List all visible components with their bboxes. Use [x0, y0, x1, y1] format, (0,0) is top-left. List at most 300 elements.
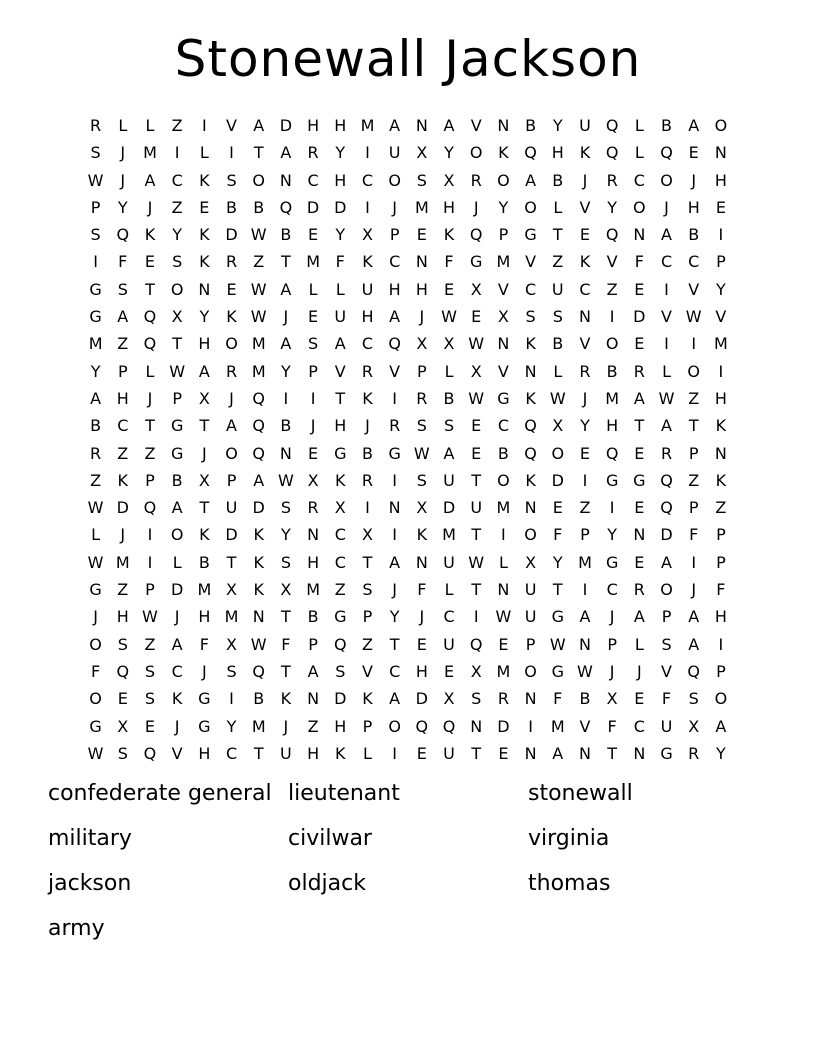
grid-letter: Q — [252, 443, 266, 463]
grid-letter: J — [392, 197, 398, 217]
grid-letter: T — [335, 388, 346, 408]
grid-letter: G — [334, 443, 347, 463]
grid-letter: N — [524, 689, 537, 709]
grid-letter: B — [226, 197, 238, 217]
grid-letter: T — [471, 580, 482, 600]
grid-letter: R — [633, 580, 645, 600]
grid-letter: Q — [415, 716, 429, 736]
grid-letter: N — [497, 334, 510, 354]
grid-letter: I — [392, 743, 398, 763]
grid-letter: Y — [199, 307, 210, 327]
grid-letter: A — [661, 552, 672, 572]
grid-letter: T — [688, 416, 699, 436]
grid-letter: E — [715, 197, 726, 217]
grid-letter: P — [362, 607, 373, 627]
grid-letter: L — [308, 279, 318, 299]
grid-letter: Q — [333, 634, 347, 654]
grid-letter: E — [308, 307, 319, 327]
grid-letter: E — [634, 552, 645, 572]
grid-letter: T — [145, 279, 155, 299]
grid-letter: S — [443, 416, 455, 436]
grid-letter: K — [199, 225, 210, 245]
grid-letter: T — [172, 334, 183, 354]
grid-letter: Y — [607, 525, 618, 545]
grid-letter: N — [279, 170, 292, 190]
grid-letter: M — [306, 580, 320, 600]
grid-letter: F — [553, 525, 563, 545]
grid-letter: G — [551, 607, 564, 627]
grid-letter: O — [170, 525, 184, 545]
grid-letter: S — [90, 143, 101, 163]
grid-letter: P — [688, 498, 699, 518]
grid-letter: M — [251, 716, 266, 736]
grid-letter: K — [525, 470, 536, 490]
grid-letter: I — [718, 225, 724, 245]
grid-letter: S — [117, 743, 128, 763]
grid-letter: Y — [117, 197, 128, 217]
grid-letter: D — [551, 470, 564, 490]
grid-letter: D — [252, 498, 265, 518]
grid-letter: L — [662, 361, 671, 381]
grid-letter: K — [362, 388, 373, 408]
grid-letter: G — [633, 470, 646, 490]
grid-letter: M — [306, 252, 320, 272]
grid-row — [82, 603, 735, 630]
grid-letter: V — [715, 307, 727, 327]
grid-letter: A — [253, 116, 265, 135]
grid-letter: H — [307, 743, 320, 763]
grid-letter: Z — [171, 197, 183, 217]
grid-letter: Q — [388, 334, 401, 354]
grid-letter: I — [147, 525, 153, 545]
grid-letter: B — [90, 416, 102, 436]
grid-letter: G — [660, 743, 673, 763]
grid-letter: T — [281, 252, 291, 272]
grid-letter: H — [307, 116, 320, 135]
grid-letter: W — [441, 307, 457, 327]
grid-letter: E — [226, 279, 237, 299]
grid-letter: V — [497, 279, 509, 299]
grid-letter: H — [116, 607, 129, 627]
grid-letter: V — [661, 307, 672, 327]
grid-letter: Y — [552, 116, 563, 135]
grid-letter: C — [334, 525, 346, 545]
grid-letter: P — [661, 607, 672, 627]
grid-letter: J — [174, 607, 180, 627]
grid-row — [82, 440, 735, 467]
grid-letter: E — [144, 252, 156, 272]
grid-letter: M — [224, 607, 239, 627]
grid-letter: F — [281, 634, 291, 654]
grid-letter: M — [251, 361, 266, 381]
grid-letter: S — [335, 661, 346, 681]
grid-letter: O — [524, 197, 537, 217]
grid-letter: W — [658, 388, 675, 408]
grid-letter: O — [497, 170, 510, 190]
grid-letter: B — [552, 170, 564, 190]
grid-letter: I — [582, 470, 588, 490]
grid-letter: G — [89, 580, 102, 600]
grid-letter: C — [117, 416, 129, 436]
grid-letter: R — [688, 743, 700, 763]
grid-letter: G — [89, 279, 102, 299]
grid-letter: U — [388, 143, 401, 163]
grid-letter: E — [416, 225, 427, 245]
grid-letter: X — [443, 689, 455, 709]
grid-letter: E — [416, 634, 427, 654]
grid-letter: G — [551, 661, 564, 681]
grid-letter: S — [308, 334, 319, 354]
grid-letter: L — [335, 279, 345, 299]
grid-letter: K — [715, 416, 727, 436]
grid-letter: V — [661, 661, 672, 681]
grid-letter: J — [147, 197, 153, 217]
grid-letter: D — [497, 716, 510, 736]
grid-letter: M — [115, 552, 130, 572]
grid-letter: N — [415, 552, 428, 572]
grid-letter: J — [120, 170, 126, 190]
grid-letter: C — [225, 743, 238, 763]
grid-letter: J — [283, 716, 289, 736]
grid-row — [82, 412, 735, 439]
grid-letter: L — [553, 197, 563, 217]
grid-letter: M — [143, 143, 157, 163]
grid-letter: G — [89, 307, 102, 327]
grid-letter: S — [226, 661, 237, 681]
grid-letter: I — [365, 197, 370, 217]
grid-letter: U — [579, 116, 591, 135]
grid-letter: J — [609, 607, 615, 627]
grid-letter: H — [198, 607, 211, 627]
grid-letter: R — [606, 170, 618, 190]
grid-letter: Q — [279, 197, 293, 217]
grid-letter: Z — [688, 470, 700, 490]
grid-letter: K — [362, 252, 373, 272]
grid-letter: I — [392, 388, 398, 408]
grid-letter: Y — [716, 743, 726, 763]
grid-letter: S — [280, 552, 291, 572]
grid-letter: X — [606, 689, 618, 709]
grid-letter: I — [664, 334, 669, 354]
grid-letter: U — [551, 279, 564, 299]
grid-letter: H — [307, 552, 320, 572]
grid-letter: P — [308, 634, 318, 654]
grid-letter: U — [524, 580, 537, 600]
grid-letter: V — [389, 361, 401, 381]
grid-letter: J — [365, 416, 370, 436]
grid-letter: U — [443, 743, 455, 763]
grid-letter: D — [116, 498, 129, 518]
grid-letter: A — [389, 307, 401, 327]
grid-letter: B — [198, 552, 210, 572]
grid-letter: D — [279, 116, 293, 135]
grid-row — [82, 740, 735, 767]
grid-letter: X — [226, 634, 238, 654]
grid-letter: X — [226, 580, 238, 600]
grid-letter: E — [416, 743, 427, 763]
grid-letter: M — [496, 498, 511, 518]
grid-letter: G — [198, 689, 211, 709]
grid-letter: C — [361, 170, 374, 190]
grid-letter: S — [362, 580, 373, 600]
grid-letter: E — [552, 498, 563, 518]
grid-letter: Q — [116, 661, 130, 681]
grid-letter: P — [145, 580, 155, 600]
grid-letter: J — [392, 580, 398, 600]
grid-letter: I — [691, 552, 697, 572]
grid-letter: N — [714, 443, 727, 463]
grid-letter: K — [715, 470, 727, 490]
grid-letter: A — [688, 634, 700, 654]
grid-letter: X — [443, 334, 455, 354]
grid-letter: O — [633, 197, 646, 217]
grid-letter: W — [549, 388, 566, 408]
grid-letter: N — [497, 116, 510, 135]
grid-letter: P — [90, 197, 101, 217]
grid-letter: R — [225, 361, 238, 381]
grid-letter: S — [416, 470, 427, 490]
grid-letter: G — [198, 716, 211, 736]
grid-letter: Y — [552, 552, 563, 572]
grid-letter: T — [607, 743, 618, 763]
grid-letter: G — [388, 443, 401, 463]
grid-row — [82, 631, 735, 658]
grid-letter: E — [471, 307, 482, 327]
grid-letter: Y — [389, 607, 400, 627]
grid-letter: K — [253, 580, 264, 600]
grid-letter: Q — [660, 143, 673, 163]
grid-letter: X — [688, 716, 700, 736]
grid-letter: H — [198, 334, 211, 354]
grid-letter: C — [307, 170, 319, 190]
grid-row — [82, 576, 735, 603]
grid-letter: K — [117, 470, 129, 490]
grid-letter: V — [361, 661, 373, 681]
grid-letter: N — [633, 225, 646, 245]
grid-letter: Q — [469, 225, 483, 245]
grid-letter: P — [498, 225, 509, 245]
grid-letter: R — [579, 361, 591, 381]
word-list-item: confederate general — [48, 781, 272, 806]
grid-letter: N — [633, 743, 646, 763]
grid-letter: Z — [117, 334, 129, 354]
word-list-item: thomas — [528, 871, 611, 896]
grid-letter: M — [550, 716, 565, 736]
grid-letter: I — [392, 525, 398, 545]
grid-letter: T — [199, 416, 210, 436]
grid-letter: N — [633, 525, 646, 545]
grid-letter: P — [716, 661, 726, 681]
grid-letter: A — [552, 743, 564, 763]
grid-letter: W — [413, 443, 430, 463]
grid-letter: A — [198, 361, 210, 381]
grid-letter: H — [551, 143, 564, 163]
grid-letter: R — [633, 361, 645, 381]
grid-letter: H — [714, 607, 727, 627]
grid-letter: T — [145, 416, 155, 436]
grid-letter: E — [443, 279, 455, 299]
grid-letter: N — [470, 716, 483, 736]
grid-letter: O — [388, 170, 401, 190]
grid-letter: N — [578, 743, 591, 763]
grid-letter: J — [201, 661, 207, 681]
grid-letter: Q — [469, 634, 483, 654]
grid-letter: W — [250, 634, 267, 654]
grid-letter: W — [87, 170, 104, 190]
grid-letter: W — [87, 498, 104, 518]
grid-letter: D — [306, 197, 320, 217]
grid-letter: H — [334, 170, 347, 190]
grid-letter: K — [525, 388, 536, 408]
grid-letter: K — [171, 689, 183, 709]
grid-letter: Y — [172, 225, 183, 245]
grid-row — [82, 112, 735, 139]
grid-letter: E — [579, 225, 591, 245]
grid-letter: F — [90, 661, 101, 681]
grid-letter: T — [281, 607, 291, 627]
grid-letter: I — [365, 143, 370, 163]
grid-letter: Y — [444, 143, 454, 163]
grid-row — [82, 713, 735, 740]
grid-letter: O — [660, 170, 673, 190]
grid-letter: U — [443, 470, 455, 490]
grid-letter: T — [552, 225, 563, 245]
grid-letter: I — [365, 498, 370, 518]
grid-letter: A — [715, 716, 727, 736]
grid-letter: R — [307, 498, 319, 518]
grid-letter: D — [334, 197, 347, 217]
grid-letter: N — [497, 580, 510, 600]
word-list-item: military — [48, 826, 132, 851]
grid-letter: M — [496, 661, 511, 681]
grid-letter: K — [199, 252, 210, 272]
grid-letter: V — [334, 361, 346, 381]
grid-letter: T — [634, 416, 645, 436]
grid-letter: T — [362, 552, 373, 572]
grid-letter: M — [714, 334, 728, 354]
grid-letter: H — [687, 197, 700, 217]
grid-letter: S — [226, 170, 237, 190]
grid-letter: S — [661, 634, 672, 654]
grid-letter: O — [89, 634, 102, 654]
grid-letter: J — [636, 661, 642, 681]
grid-letter: W — [577, 661, 593, 681]
grid-letter: U — [361, 279, 374, 299]
grid-letter: X — [470, 279, 482, 299]
grid-letter: B — [579, 689, 591, 709]
grid-letter: T — [226, 552, 237, 572]
grid-letter: J — [283, 307, 289, 327]
grid-letter: E — [144, 716, 156, 736]
grid-letter: W — [468, 334, 485, 354]
grid-letter: X — [171, 307, 183, 327]
grid-letter: O — [714, 689, 728, 709]
grid-letter: L — [634, 143, 644, 163]
grid-letter: J — [664, 197, 669, 217]
grid-letter: E — [634, 443, 645, 463]
grid-letter: U — [524, 607, 537, 627]
grid-letter: X — [280, 580, 292, 600]
grid-letter: Q — [605, 225, 619, 245]
grid-row — [82, 549, 735, 576]
grid-letter: A — [661, 416, 672, 436]
grid-letter: N — [524, 498, 537, 518]
grid-letter: L — [145, 361, 155, 381]
grid-letter: A — [280, 279, 292, 299]
grid-letter: Q — [116, 225, 130, 245]
grid-row — [82, 685, 735, 712]
grid-letter: M — [360, 116, 375, 135]
grid-letter: Q — [143, 743, 157, 763]
grid-letter: V — [525, 252, 537, 272]
grid-letter: G — [170, 416, 184, 436]
grid-letter: V — [579, 716, 591, 736]
grid-letter: S — [552, 307, 563, 327]
grid-letter: X — [443, 170, 455, 190]
grid-letter: B — [606, 361, 618, 381]
grid-letter: N — [307, 689, 320, 709]
grid-letter: G — [334, 607, 347, 627]
grid-letter: J — [419, 307, 425, 327]
grid-letter: I — [718, 634, 724, 654]
grid-letter: X — [497, 307, 509, 327]
grid-letter: Q — [524, 143, 537, 163]
grid-letter: G — [170, 443, 184, 463]
grid-letter: X — [552, 416, 564, 436]
grid-letter: X — [470, 361, 482, 381]
grid-letter: X — [198, 470, 210, 490]
grid-letter: I — [174, 143, 180, 163]
grid-row — [82, 248, 735, 275]
grid-letter: V — [579, 334, 591, 354]
grid-letter: V — [497, 361, 509, 381]
page-title: Stonewall Jackson — [174, 30, 642, 88]
grid-letter: M — [197, 580, 212, 600]
grid-letter: K — [443, 225, 455, 245]
grid-letter: B — [307, 607, 319, 627]
grid-letter: Z — [117, 443, 129, 463]
grid-letter: Z — [361, 634, 373, 654]
grid-letter: W — [250, 307, 267, 327]
grid-letter: R — [389, 416, 401, 436]
grid-letter: T — [389, 634, 400, 654]
grid-letter: O — [714, 116, 728, 135]
grid-letter: I — [93, 252, 98, 272]
grid-letter: P — [226, 470, 237, 490]
grid-letter: R — [361, 361, 374, 381]
grid-letter: O — [252, 170, 266, 190]
grid-letter: D — [660, 525, 673, 545]
grid-row — [82, 276, 735, 303]
grid-letter: N — [198, 279, 211, 299]
grid-letter: A — [90, 388, 102, 408]
grid-letter: Y — [281, 361, 291, 381]
grid-letter: C — [389, 661, 401, 681]
grid-letter: V — [579, 197, 591, 217]
grid-letter: A — [443, 116, 455, 135]
grid-letter: A — [443, 443, 455, 463]
grid-letter: J — [310, 416, 316, 436]
grid-letter: B — [253, 197, 265, 217]
grid-letter: O — [687, 361, 701, 381]
grid-letter: E — [471, 443, 482, 463]
grid-letter: K — [253, 525, 264, 545]
grid-letter: F — [661, 689, 672, 709]
grid-letter: I — [229, 689, 234, 709]
grid-letter: W — [277, 470, 294, 490]
grid-letter: A — [334, 334, 346, 354]
grid-letter: S — [280, 498, 291, 518]
